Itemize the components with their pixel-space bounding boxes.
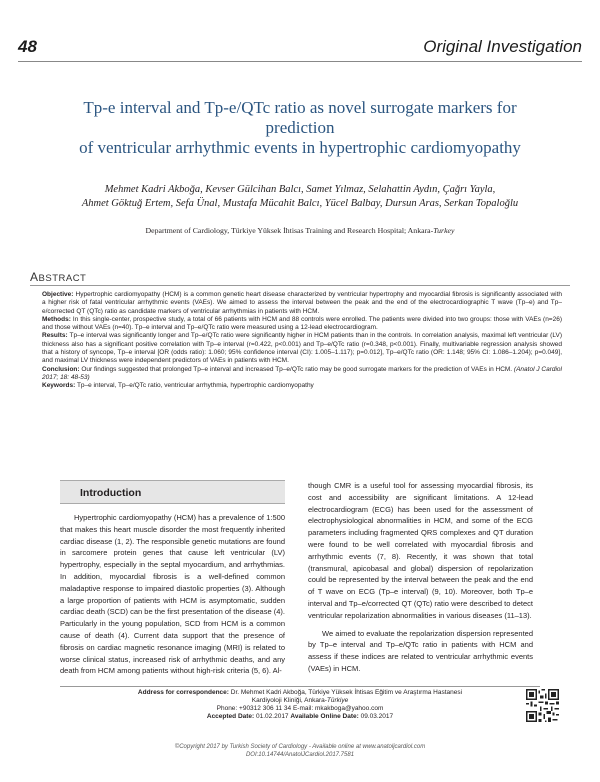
abstract-keywords bbox=[42, 382, 562, 390]
objective-text: Hypertrophic cardiomyopathy (HCM) is a common genetic heart disease characterized by ventricular hypertrophy and myocardial fibrosis is significantly associated with a higher risk of fatal ventricular arrhythmic events (VAEs). We aimed to assess the interval between the peak and the end of the electrocardiographic T wave (Tp–e) and Tp–e/corrected QT (QTc) ratio as candidate markers of ventricular arrhythmias in patients with HCM. bbox=[42, 291, 562, 315]
online-label: Available Online Date: bbox=[290, 713, 359, 721]
conclusion-text: Our findings suggested that prolonged Tp–e interval and increased Tp–e/QTc ratio may be good surrogate markers for the prediction of VAEs in HCM. bbox=[81, 365, 513, 373]
copyright-line: ©Copyright 2017 by Turkish Society of Cardiology - Available online at www.anatoljcardiol.com bbox=[174, 744, 426, 750]
authors-line-2: Ahmet Göktuğ Ertem, Sefa Ünal, Mustafa Mücahit Balcı, Yücel Balbay, Dursun Aras, Serkan Topaloğlu bbox=[81, 197, 519, 209]
authors-line-1: Mehmet Kadri Akboğa, Kevser Gülcihan Balcı, Samet Yılmaz, Selahattin Aydın, Çağrı Yayla, bbox=[104, 184, 496, 195]
abstract-heading-initial: A bbox=[30, 270, 39, 284]
abstract-heading-rest: BSTRACT bbox=[38, 273, 87, 284]
header-rule bbox=[18, 61, 582, 62]
abstract-results bbox=[42, 332, 562, 365]
introduction-heading: Introduction bbox=[60, 480, 285, 504]
qr-code-icon bbox=[526, 689, 559, 722]
correspondence-block bbox=[95, 689, 505, 721]
affiliation-country: Turkey bbox=[433, 226, 455, 235]
clinic-country: Türkiye bbox=[326, 697, 349, 705]
affiliation bbox=[60, 226, 540, 236]
citation: (Anatol J Cardiol 2017; 18: 48-53) bbox=[42, 365, 562, 381]
copyright-block bbox=[95, 744, 505, 759]
correspondence-text: Dr. Mehmet Kadri Akboğa, Türkiye Yüksek İhtisas Eğitim ve Araştırma Hastanesi bbox=[230, 689, 463, 696]
abstract-conclusion bbox=[42, 366, 562, 383]
clinic-line bbox=[95, 697, 505, 705]
page-number: 48 bbox=[18, 37, 37, 56]
doi-line: DOI:10.14744/AnatolJCardiol.2017.7581 bbox=[245, 751, 355, 758]
online-date: 09.03.2017 bbox=[360, 713, 394, 721]
methods-label: Methods: bbox=[42, 315, 71, 323]
article-title bbox=[60, 98, 540, 158]
intro-paragraph-2: We aimed to evaluate the repolarization dispersion represented by Tp–e interval and Tp–e/QTc ratio in patients with HCM and assess if these indices are related to ventricular arrhythmic events (VAEs) in HCM. bbox=[308, 628, 533, 673]
affiliation-text: Department of Cardiology, Türkiye Yüksek İhtisas Training and Research Hospital; Ankara- bbox=[145, 226, 434, 235]
accepted-date: 01.02.2017 bbox=[256, 713, 289, 721]
dates-line bbox=[95, 713, 505, 721]
footer-rule bbox=[60, 686, 540, 687]
accepted-label: Accepted Date: bbox=[206, 713, 255, 721]
abstract-objective bbox=[42, 291, 562, 316]
results-label: Results: bbox=[42, 332, 68, 340]
body-column-right bbox=[308, 480, 533, 675]
abstract-heading bbox=[30, 270, 86, 284]
title-line-2: of ventricular arrhythmic events in hypertrophic cardiomyopathy bbox=[79, 138, 521, 157]
author-list bbox=[60, 183, 540, 210]
intro-paragraph-1-continued: though CMR is a useful tool for assessing myocardial fibrosis, its cost and accessibility are significant limitations. A 12-lead electrocardiogram (ECG) has been used for the assessment of electrophysiological abnormalities in HCM, and some of the ECG parameters including fragmented QRS complexes and QT duration were found to be well correlated with myocardial fibrosis and arrhythmic events (7, 8). Recently, it was shown that total (transmural, apicobasal and global) dispersion of repolarization could be represented by the interval between the peak and the end of T wave on ECG (Tp–e interval) (9, 10). Moreover, both Tp–e interval and Tp–e/corrected QT (QTc) ratio were described to detect ventricular repolarization abnormalities in various diseases (11–13). bbox=[308, 481, 533, 620]
conclusion-label: Conclusion: bbox=[42, 365, 80, 373]
body-column-left bbox=[60, 480, 285, 677]
abstract-body bbox=[42, 291, 562, 391]
contact-line: Phone: +90312 306 11 34 E-mail: mkakboga@yahoo.com bbox=[216, 705, 384, 713]
abstract-rule bbox=[30, 285, 570, 286]
correspondence-line bbox=[95, 689, 505, 697]
keywords-label: Keywords: bbox=[42, 382, 76, 390]
keywords-text: Tp–e interval, Tp–e/QTc ratio, ventricular arrhythmia, hypertrophic cardiomyopathy bbox=[76, 382, 314, 390]
abstract-methods bbox=[42, 316, 562, 333]
title-line-1: Tp-e interval and Tp-e/QTc ratio as novel surrogate markers for prediction bbox=[83, 98, 517, 137]
correspondence-label: Address for correspondence: bbox=[137, 689, 229, 696]
methods-text: In this single-center, prospective study, a total of 66 patients with HCM and 88 controls were enrolled. The patients were divided into two groups: those with VAEs (n=26) and those without VAEs (n=40). Tp–e interval and Tp–e/QTc ratio were measured using a 12-lead electrocardiogram. bbox=[42, 315, 562, 332]
objective-label: Objective: bbox=[42, 291, 74, 298]
results-text: Tp–e interval was significantly longer and Tp–e/QTc ratio were significantly higher in HCM patients than in the controls. In correlation analysis, maximal left ventricular (LV) thickness also has a significant positive correlation with Tp–e interval (r=0.422, p<0.001) and Tp–e/QTc ratio (r=0.348, p<0.001). Finally, multivariable regression analysis showed that a history of syncope, Tp–e interval [OR (odds ratio): 1.060; 95% confidence interval (CI): 1.005–1.117); p=0.012], Tp–e/QTc ratio (OR: 1.148; 95% CI: 1.086–1.204); p=0.049], and maximal LV thickness were independent predictors of VAEs in patients with HCM. bbox=[42, 332, 562, 365]
clinic-text: Kardiyoloji Kliniği, Ankara- bbox=[251, 697, 327, 705]
section-label: Original Investigation bbox=[423, 37, 582, 56]
intro-paragraph-1: Hypertrophic cardiomyopathy (HCM) has a prevalence of 1:500 that makes this heart muscle disorder the most frequently inherited cardiac disease (1, 2). The responsible genetic mutations are found in sarcomere protein genes that cause left ventricular (LV) hypertrophy, especially in the septal myocardium, and arrhythmias. In addition, myocardial fibrosis is a well-defined common maladaptive response to impaired diastolic properties (3). Although a large proportion of patients with HCM is asymptomatic, sudden cardiac death (SCD) can be the first presentation of the disease (4). Particularly in the young population, SCD from HCM is a common cause of death (4). Current data support that the presence of fibrosis on cardiac magnetic resonance imaging (MRI) is related to worse clinical status, increased risk of arrhythmic deaths, and any death from HCM among patients without high-risk criteria (5, 6). Al- bbox=[60, 513, 285, 676]
